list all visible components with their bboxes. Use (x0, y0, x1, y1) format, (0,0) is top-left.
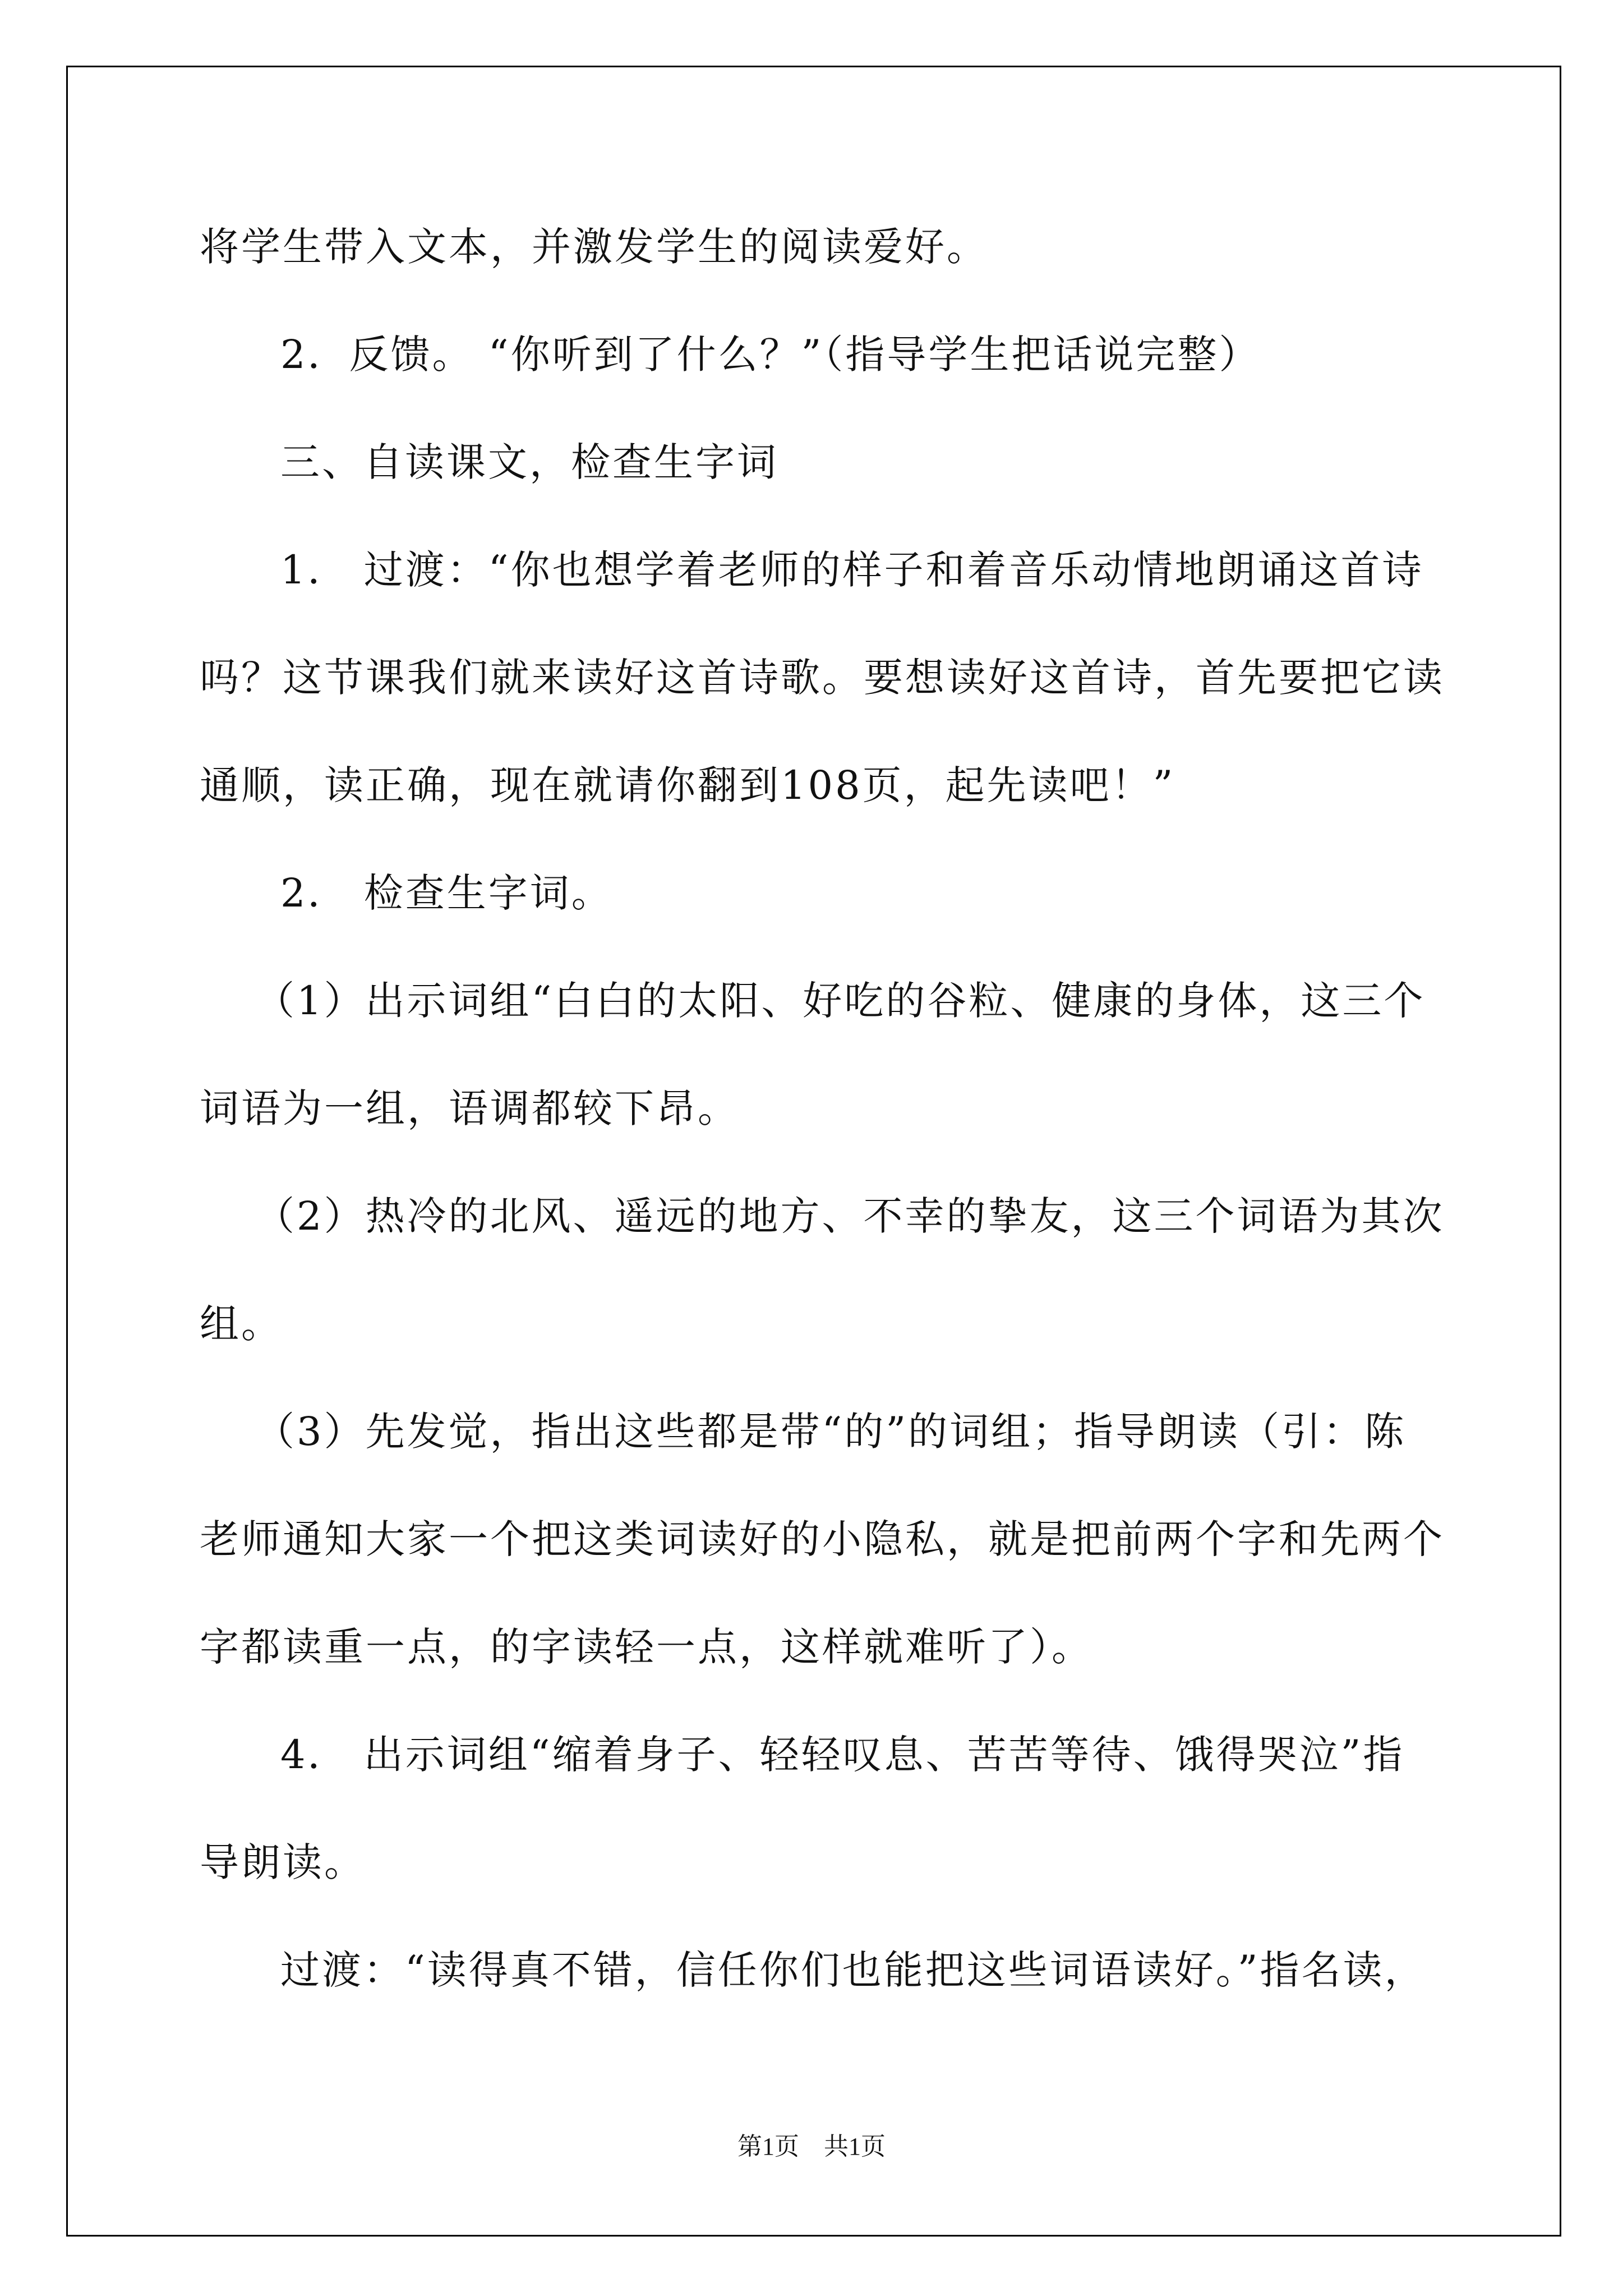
paragraph-line: 词语为一组，语调都较下昂。 (200, 1085, 739, 1131)
paragraph-line: （3）先发觉，指出这些都是带“的”的词组；指导朗读（引：陈 (255, 1409, 1407, 1455)
section-heading: 三、自读课文，检查生字词 (280, 439, 778, 485)
paragraph-line: 2．反馈。 “你听到了什么？”（指导学生把话说完整） (280, 332, 1261, 378)
paragraph-line: 过渡：“读得真不错，信任你们也能把这些词语读好。”指名读， (280, 1947, 1426, 1993)
paragraph-line: 组。 (200, 1301, 283, 1347)
paragraph-line: 2． 检查生字词。 (280, 870, 613, 916)
page-footer: 第1页 共1页 (737, 2133, 886, 2160)
paragraph-line: 通顺，读正确，现在就请你翻到108页，起先读吧！” (200, 762, 1175, 808)
paragraph-line: 4． 出示词组“缩着身子、轻轻叹息、苦苦等待、饿得哭泣”指 (280, 1732, 1405, 1778)
paragraph-line: 老师通知大家一个把这类词读好的小隐私，就是把前两个字和先两个 (200, 1516, 1445, 1562)
page-border (66, 66, 1561, 2237)
paragraph-line: （2）热冷的北风、遥远的地方、不幸的挚友，这三个词语为其次 (255, 1193, 1445, 1239)
paragraph-line: 导朗读。 (200, 1839, 366, 1885)
paragraph-line: 字都读重一点，的字读轻一点，这样就难听了）。 (200, 1624, 1093, 1670)
paragraph-line: 将学生带入文本，并激发学生的阅读爱好。 (200, 224, 988, 270)
paragraph-line: （1）出示词组“白白的太阳、好吃的谷粒、健康的身体，这三个 (255, 978, 1426, 1024)
paragraph-line: 1． 过渡：“你也想学着老师的样子和着音乐动情地朗诵这首诗 (280, 547, 1424, 593)
paragraph-line: 吗？这节课我们就来读好这首诗歌。要想读好这首诗，首先要把它读 (200, 655, 1445, 701)
